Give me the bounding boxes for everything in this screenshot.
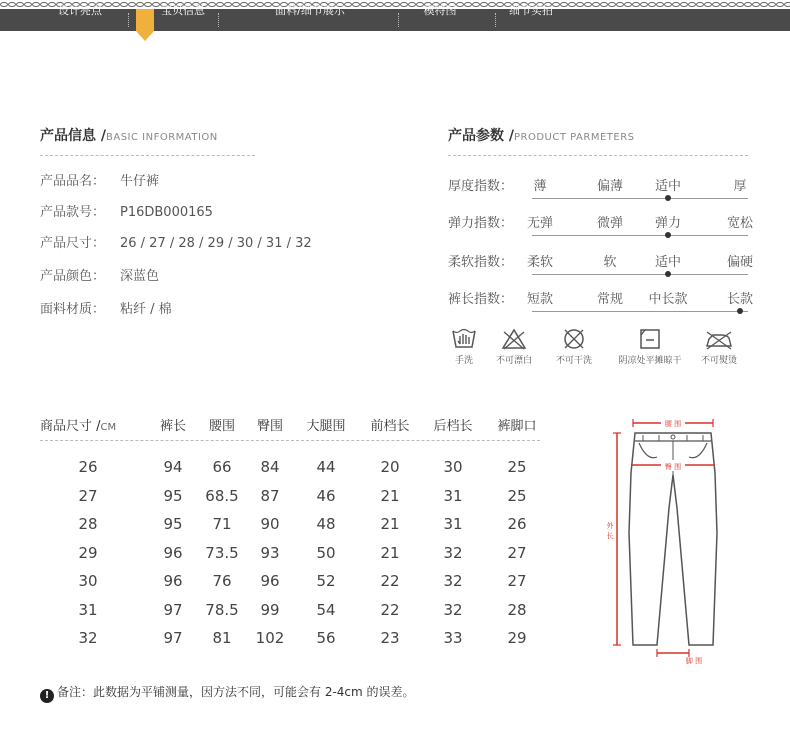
- measure-cell: 96: [163, 543, 183, 562]
- size-header-unit: CM: [100, 422, 117, 433]
- param-selected-dot: [737, 308, 743, 314]
- size-header-label: 商品尺寸 /: [40, 419, 101, 434]
- param-scale-line: [532, 274, 748, 275]
- measure-cell: 99: [260, 600, 280, 619]
- param-option: 宽松: [726, 216, 753, 231]
- params-title-text: 产品参数 /: [448, 128, 514, 144]
- param-option: 偏薄: [596, 179, 623, 194]
- param-option: 柔软: [526, 255, 553, 270]
- info-value: 深蓝色: [120, 269, 160, 284]
- param-option: 适中: [654, 255, 681, 270]
- param-label: 裤长指数：: [448, 292, 514, 307]
- param-scale-line: [532, 235, 748, 236]
- outseam-label: 外长: [606, 522, 614, 540]
- size-table-header: 裤脚口: [497, 419, 537, 434]
- measure-cell: 30: [443, 458, 463, 476]
- measure-cell: 81: [212, 629, 232, 647]
- care-no-dry-clean: [543, 327, 605, 366]
- measure-cell: 94: [163, 458, 183, 476]
- measure-cell: 73.5: [205, 543, 239, 562]
- measure-cell: 20: [380, 458, 400, 476]
- care-shade-dry: [615, 327, 685, 366]
- measure-cell: 78.5: [205, 600, 239, 619]
- info-row-material: [40, 298, 172, 317]
- size-cell: 27: [78, 486, 98, 505]
- warning-icon: !: [40, 689, 54, 703]
- params-title: [448, 125, 635, 145]
- measure-cell: 32: [443, 572, 463, 590]
- param-option: 弹力: [654, 216, 681, 231]
- no-iron-icon: [703, 327, 735, 351]
- param-option: 厚: [733, 179, 747, 194]
- size-table-header: 腰围: [208, 419, 235, 434]
- measure-cell: 54: [316, 600, 336, 619]
- measure-cell: 28: [507, 600, 527, 619]
- hem-label: 脚 围: [685, 657, 703, 665]
- size-table-header: 裤长: [159, 419, 186, 434]
- size-table-header: 后档长: [433, 419, 473, 434]
- size-cell: 30: [78, 572, 98, 590]
- info-label: 面料材质：: [40, 302, 106, 317]
- measure-cell: 25: [507, 486, 527, 505]
- measure-cell: 22: [380, 572, 400, 590]
- measure-cell: 22: [380, 600, 400, 619]
- nav-separator: [128, 13, 129, 27]
- divider: [448, 155, 748, 156]
- measure-cell: 27: [507, 543, 527, 562]
- info-label: 产品颜色：: [40, 269, 106, 284]
- measure-cell: 31: [443, 515, 463, 533]
- size-cell: 32: [78, 629, 98, 647]
- info-row-style-no: [40, 201, 213, 220]
- measure-cell: 23: [380, 629, 400, 647]
- measure-cell: 50: [316, 543, 336, 562]
- measure-cell: 96: [260, 572, 280, 590]
- top-border-decoration: [0, 0, 790, 9]
- info-row-color: [40, 265, 159, 284]
- measure-cell: 68.5: [205, 486, 239, 505]
- param-option: 薄: [533, 179, 547, 194]
- measure-cell: 97: [163, 629, 183, 647]
- param-selected-dot: [665, 271, 671, 277]
- measure-cell: 26: [507, 515, 527, 533]
- size-table-header: 前档长: [370, 419, 410, 434]
- info-value: 粘纤 / 棉: [120, 302, 172, 317]
- measure-cell: 71: [212, 515, 232, 533]
- measure-cell: 33: [443, 629, 463, 647]
- size-cell: 28: [78, 515, 98, 533]
- measure-cell: 29: [507, 629, 527, 647]
- nav-separator: [218, 13, 219, 27]
- nav-item-design[interactable]: 设计亮点: [58, 4, 102, 17]
- param-option: 常规: [596, 292, 623, 307]
- info-value: 26 / 27 / 28 / 29 / 30 / 31 / 32: [120, 236, 312, 251]
- measure-cell: 93: [260, 543, 280, 562]
- params-subtitle: PRODUCT PARMETERS: [514, 132, 635, 143]
- param-selected-dot: [665, 195, 671, 201]
- measure-cell: 32: [443, 600, 463, 619]
- info-label: 产品尺寸：: [40, 236, 106, 251]
- hand-wash-icon: [450, 327, 478, 351]
- measure-cell: 76: [212, 572, 232, 590]
- param-option: 长款: [726, 292, 753, 307]
- info-value: 牛仔裤: [120, 174, 160, 189]
- care-label: 不可漂白: [495, 356, 532, 366]
- param-selected-dot: [665, 232, 671, 238]
- param-option: 软: [603, 255, 617, 270]
- measure-cell: 27: [507, 572, 527, 590]
- care-no-iron: [688, 327, 750, 366]
- basic-info-title: [40, 125, 218, 145]
- measure-cell: 48: [316, 515, 336, 533]
- nav-item-product-info[interactable]: 宝贝信息: [161, 4, 205, 17]
- divider: [40, 155, 255, 156]
- measure-cell: 84: [260, 458, 280, 476]
- param-option: 微弹: [596, 216, 623, 231]
- measure-cell: 87: [260, 486, 280, 505]
- no-tumble-dry-icon: [560, 327, 588, 351]
- param-option: 适中: [654, 179, 681, 194]
- note-text: 备注：此数据为平铺测量，因方法不同，可能会有 2-4cm 的误差。: [57, 685, 415, 699]
- nav-item-model[interactable]: 模特图: [423, 4, 457, 17]
- measure-cell: 96: [163, 572, 183, 590]
- measure-cell: 46: [316, 486, 336, 505]
- nav-active-triangle: [136, 31, 154, 41]
- nav-separator: [495, 13, 496, 27]
- size-cell: 31: [78, 600, 98, 619]
- param-option: 短款: [526, 292, 553, 307]
- size-table-header-first: [40, 415, 116, 434]
- info-row-name: [40, 170, 159, 189]
- nav-separator: [398, 13, 399, 27]
- nav-item-fabric[interactable]: 面料/细节展示: [275, 4, 345, 17]
- measure-cell: 95: [163, 486, 183, 505]
- param-scale-line: [532, 198, 748, 199]
- size-table-header: 臀围: [256, 419, 283, 434]
- size-cell: 29: [78, 543, 98, 562]
- param-option: 中长款: [648, 292, 688, 307]
- measure-cell: 21: [380, 486, 400, 505]
- param-option: 偏硬: [726, 255, 753, 270]
- measure-cell: 66: [212, 458, 232, 476]
- basic-info-subtitle: BASIC INFORMATION: [106, 132, 218, 143]
- measure-cell: 56: [316, 629, 336, 647]
- hip-label: 臀 围: [664, 463, 682, 471]
- param-option: 无弹: [526, 216, 553, 231]
- info-label: 产品款号：: [40, 205, 106, 220]
- pants-diagram: [595, 413, 745, 673]
- size-cell: 26: [78, 458, 98, 476]
- measure-cell: 21: [380, 543, 400, 562]
- basic-info-title-text: 产品信息 /: [40, 128, 106, 144]
- no-bleach-icon: [500, 327, 528, 351]
- care-label: 手洗: [454, 356, 473, 366]
- care-label: 不可熨烫: [700, 356, 737, 366]
- param-label: 厚度指数：: [448, 179, 514, 194]
- table-divider: [40, 440, 540, 441]
- care-no-bleach: [483, 327, 545, 366]
- info-row-sizes: [40, 232, 312, 251]
- info-value: P16DB000165: [120, 205, 213, 220]
- nav-bar: [0, 9, 790, 31]
- measure-cell: 44: [316, 458, 336, 476]
- info-label: 产品品名：: [40, 174, 106, 189]
- waist-label: 腰 围: [664, 420, 682, 428]
- shade-flat-dry-icon: [636, 327, 664, 351]
- care-label: 阴凉处平摊晾干: [618, 356, 682, 366]
- param-label: 弹力指数：: [448, 216, 514, 231]
- size-table-header: 大腿围: [306, 419, 346, 434]
- nav-item-detail-photos[interactable]: 细节实拍: [509, 4, 553, 17]
- measure-cell: 32: [443, 543, 463, 562]
- measure-cell: 90: [260, 515, 280, 533]
- measure-cell: 102: [255, 629, 285, 647]
- param-scale-line: [532, 311, 748, 312]
- care-label: 不可干洗: [555, 356, 592, 366]
- measure-cell: 25: [507, 458, 527, 476]
- measure-cell: 95: [163, 515, 183, 533]
- measure-cell: 97: [163, 600, 183, 619]
- param-label: 柔软指数：: [448, 255, 514, 270]
- measure-cell: 31: [443, 486, 463, 505]
- measure-cell: 52: [316, 572, 336, 590]
- note: [40, 683, 415, 703]
- measure-cell: 21: [380, 515, 400, 533]
